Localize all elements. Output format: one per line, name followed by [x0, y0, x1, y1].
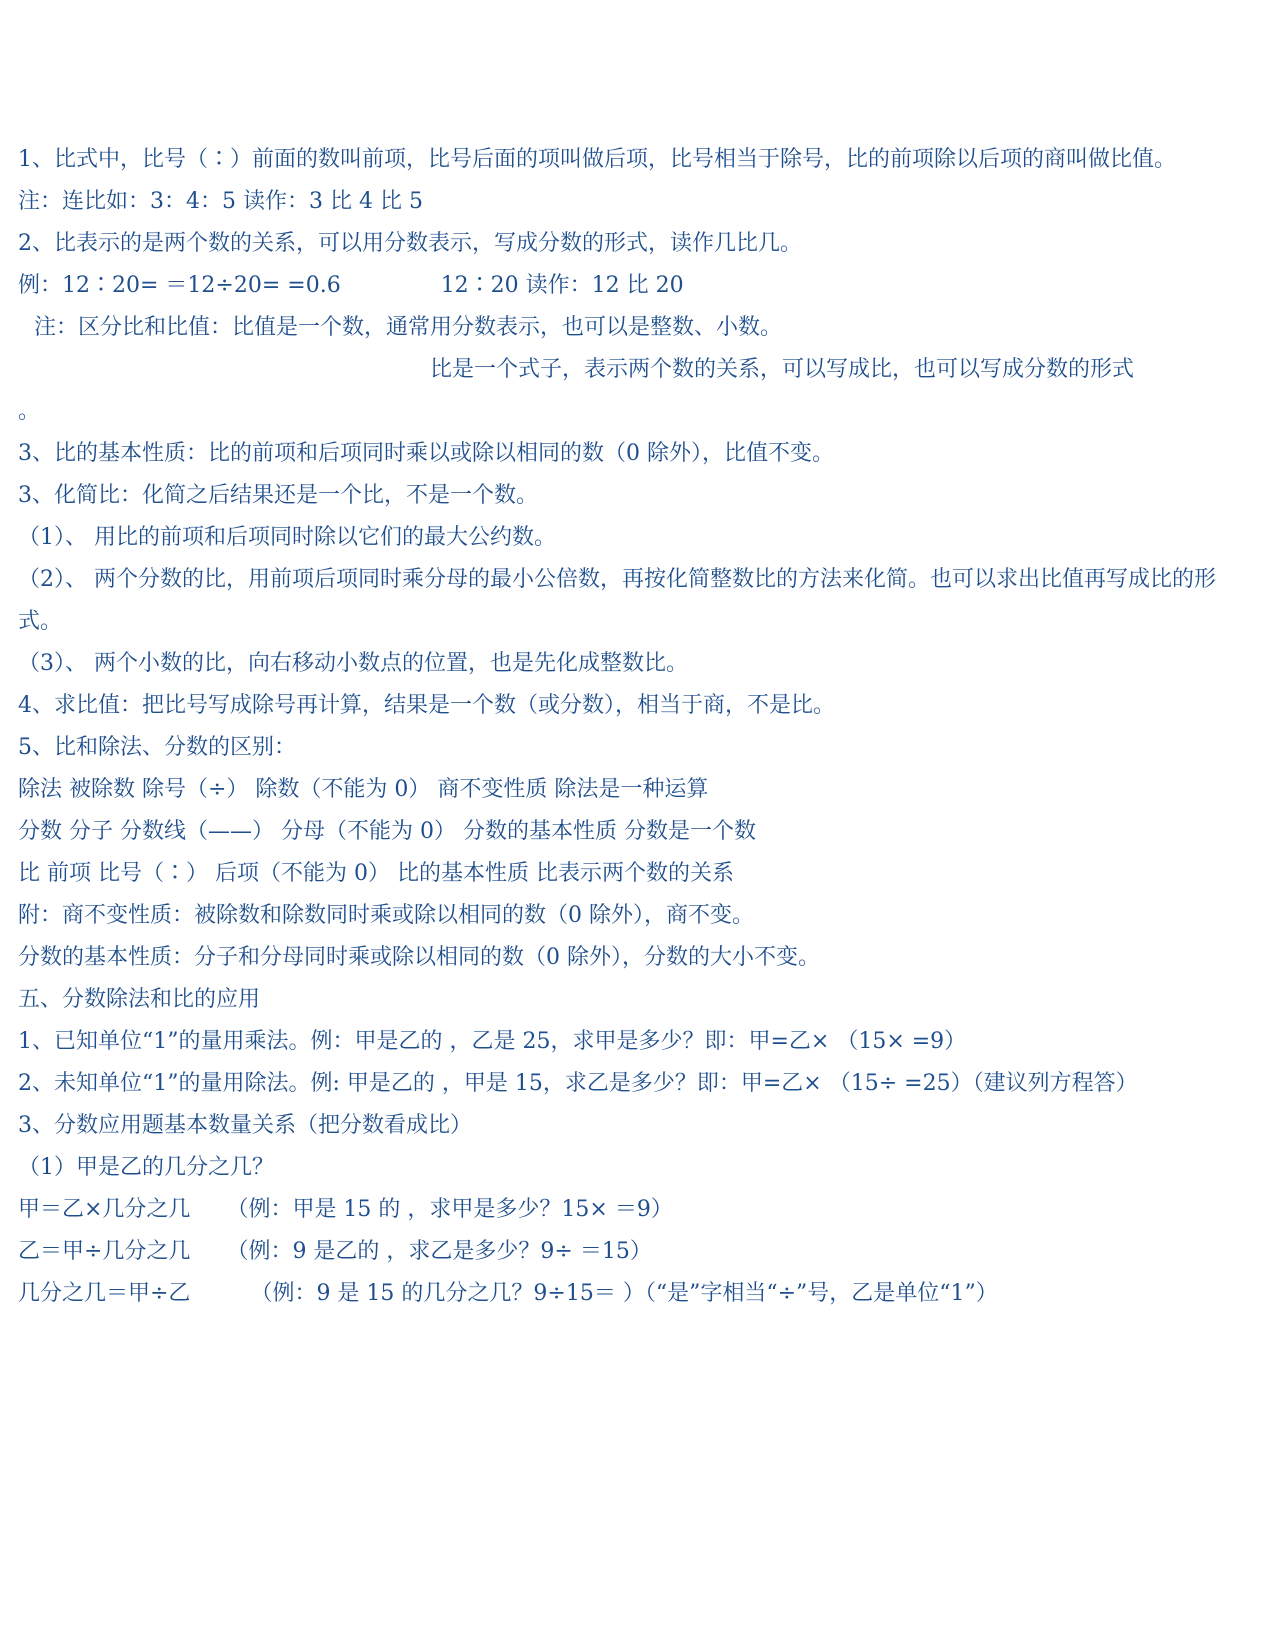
note-ratio-definition: 比是一个式子，表示两个数的关系，可以写成比，也可以写成分数的形式 [430, 357, 1135, 382]
appendix-quotient-property: 附：商不变性质：被除数和除数同时乘或除以相同的数（0 除外），商不变。 [18, 903, 754, 928]
paragraph-1: 1、比式中，比号（∶）前面的数叫前项，比号后面的项叫做后项，比号相当于除号，比的前项除以后项的商叫做比值。 [18, 147, 1177, 172]
note-continued-ratio: 注：连比如：3：4：5 读作：3 比 4 比 5 [18, 189, 423, 214]
application-3: 3、分数应用题基本数量关系（把分数看成比） [18, 1113, 472, 1138]
fraction-basic-property: 分数的基本性质：分子和分母同时乘或除以相同的数（0 除外），分数的大小不变。 [18, 945, 820, 970]
comparison-division: 除法 被除数 除号（÷） 除数（不能为 0） 商不变性质 除法是一种运算 [18, 777, 709, 802]
application-1: 1、已知单位“1”的量用乘法。例：甲是乙的 ，乙是 25，求甲是多少？即：甲=乙× （15× =9） [18, 1029, 967, 1054]
example-ratio-calc: 例：12∶20= ＝12÷20= =0.6 [18, 273, 341, 298]
note-ratio-vs-value: 注：区分比和比值：比值是一个数，通常用分数表示，也可以是整数、小数。 [34, 315, 783, 340]
comparison-fraction: 分数 分子 分数线（——） 分母（不能为 0） 分数的基本性质 分数是一个数 [18, 819, 756, 844]
simplify-step-1: （1）、 用比的前项和后项同时除以它们的最大公约数。 [18, 525, 556, 550]
simplify-step-2: （2）、 两个分数的比，用前项后项同时乘分母的最小公倍数，再按化简整数比的方法来化简。也可以求出比值再写成比的形式。 [18, 567, 1216, 634]
application-3-sub-1: （1）甲是乙的几分之几？ [18, 1155, 274, 1180]
formula-row-3 [18, 1273, 1258, 1315]
paragraph-5: 5、比和除法、分数的区别： [18, 735, 296, 760]
example-ratio [18, 265, 1258, 307]
example-ratio-reading: 12∶20 读作：12 比 20 [440, 273, 684, 298]
comparison-ratio: 比 前项 比号（∶） 后项（不能为 0） 比的基本性质 比表示两个数的关系 [18, 861, 734, 886]
formula-2: 乙＝甲÷几分之几 [18, 1239, 191, 1264]
stray-period: 。 [18, 399, 41, 424]
simplify-step-3: （3）、 两个小数的比，向右移动小数点的位置，也是先化成整数比。 [18, 651, 688, 676]
paragraph-3-simplify: 3、化简比：化简之后结果还是一个比，不是一个数。 [18, 483, 538, 508]
formula-1: 甲＝乙×几分之几 [18, 1197, 191, 1222]
application-2: 2、未知单位“1”的量用除法。例: 甲是乙的 ，甲是 15，求乙是多少？即：甲=乙× （15÷ =25）（建议列方程答） [18, 1071, 1138, 1096]
paragraph-4: 4、求比值：把比号写成除号再计算，结果是一个数（或分数），相当于商，不是比。 [18, 693, 835, 718]
formula-row-2 [18, 1231, 1258, 1273]
formula-1-example: （例：甲是 15 的 ，求甲是多少？15× ＝9） [226, 1197, 673, 1222]
document-page [18, 139, 1258, 1315]
formula-3-example: （例：9 是 15 的几分之几？9÷15＝ ）（“是”字相当“÷”号，乙是单位“1”） [250, 1281, 998, 1306]
paragraph-2: 2、比表示的是两个数的关系，可以用分数表示，写成分数的形式，读作几比几。 [18, 231, 802, 256]
formula-row-1 [18, 1189, 1258, 1231]
formula-2-example: （例：9 是乙的 ，求乙是多少？9÷ ＝15） [226, 1239, 652, 1264]
section-heading-5: 五、分数除法和比的应用 [18, 987, 261, 1012]
paragraph-3-basic-property: 3、比的基本性质：比的前项和后项同时乘以或除以相同的数（0 除外），比值不变。 [18, 441, 834, 466]
formula-3: 几分之几＝甲÷乙 [18, 1281, 191, 1306]
